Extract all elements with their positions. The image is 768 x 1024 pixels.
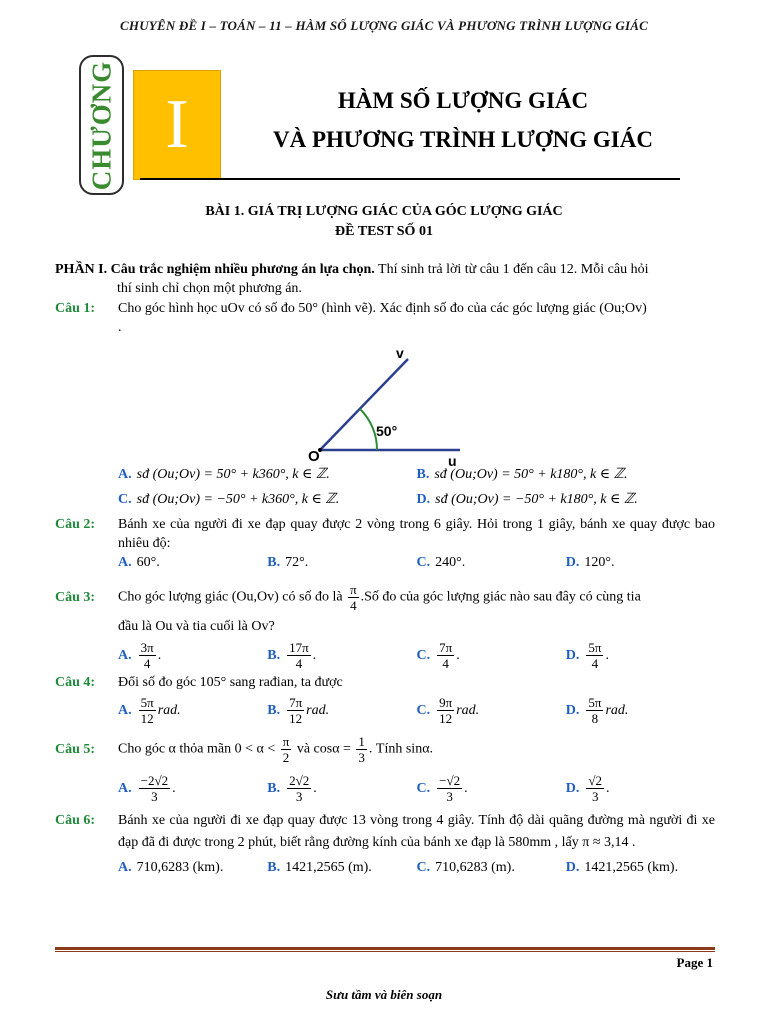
answer-c[interactable]: C. $\frac{7\pi}{4}$ . bbox=[416, 640, 460, 671]
footer-rule-thin bbox=[55, 951, 715, 952]
question-text: Đổi số đo góc 105° sang rađian, ta được bbox=[118, 675, 343, 690]
running-header: CHUYÊN ĐỀ I – TOÁN – 11 – HÀM SỐ LƯỢNG GIÁC VÀ PHƯƠNG TRÌNH LƯỢNG GIÁC bbox=[120, 18, 648, 33]
chapter-label-box bbox=[79, 55, 124, 195]
question-5 bbox=[55, 734, 715, 765]
footer-rule bbox=[55, 947, 715, 950]
answer-d[interactable]: D. $\frac{5\pi}{4}$ . bbox=[565, 640, 609, 671]
question-label: Câu 6: bbox=[55, 813, 96, 828]
answer-c[interactable]: C. 240°. bbox=[416, 555, 466, 570]
question-3 bbox=[55, 582, 715, 613]
answer-c[interactable]: C. $\frac{-√2}{3}$ . bbox=[416, 773, 468, 804]
answer-a[interactable]: A. $\frac{3\pi}{4}$ . bbox=[118, 640, 162, 671]
question-label: Câu 2: bbox=[55, 517, 96, 532]
angle-arc bbox=[360, 409, 377, 450]
answer-b[interactable]: B. sđ (Ou;Ov) = 50° + k180°, k ∈ ℤ. bbox=[416, 467, 628, 482]
question-6 bbox=[55, 810, 715, 854]
label-angle: 50° bbox=[376, 423, 398, 439]
chapter-numeral: I bbox=[133, 70, 221, 180]
answers-q4 bbox=[55, 695, 715, 726]
question-label: Câu 5: bbox=[55, 742, 96, 757]
answer-d[interactable]: D. $\frac{√2}{3}$ . bbox=[565, 773, 610, 804]
answers-q5 bbox=[55, 773, 715, 804]
answer-c[interactable]: C. $\frac{9\pi}{12}$ rad. bbox=[416, 695, 480, 726]
answer-a[interactable]: A. $\frac{-2√2}{3}$ . bbox=[118, 773, 176, 804]
fraction: $\frac{\pi}{4}$ bbox=[350, 582, 357, 613]
question-text: Cho góc lượng giác (Ou,Ov) có số đo là $\frac{\pi}{4}$ .Số đo của góc lượng giác nào sau đây có cùng tia bbox=[118, 582, 641, 613]
answer-b[interactable]: B. 1421,2565 (m). bbox=[267, 860, 372, 875]
answers-q6 bbox=[55, 858, 715, 877]
question-1-dot: . bbox=[118, 320, 122, 335]
label-o: O bbox=[308, 448, 320, 465]
answers-q3 bbox=[55, 640, 715, 671]
answer-d[interactable]: D. 120°. bbox=[565, 555, 615, 570]
part-text-cont: thí sinh chỉ chọn một phương án. bbox=[117, 281, 302, 296]
label-v: v bbox=[396, 345, 404, 361]
answer-c[interactable]: C. sđ (Ou;Ov) = −50° + k360°, k ∈ ℤ. bbox=[118, 492, 340, 507]
question-text: Cho góc hình học uOv có số đo 50° (hình vẽ). Xác định số đo của các góc lượng giác (Ou;Ov) bbox=[118, 301, 647, 316]
question-label: Câu 3: bbox=[55, 590, 96, 605]
question-text: Bánh xe của người đi xe đạp quay được 13 vòng trong 4 giây. Tính độ dài quãng đường mà người đi xe đạp đã đi được trong 2 phút, biết rằng đường kính của bánh xe đạp là 580mm , lấy π ≈ 3,14 . bbox=[118, 813, 715, 850]
question-label: Câu 1: bbox=[55, 301, 96, 316]
title-divider bbox=[140, 178, 680, 180]
answer-b[interactable]: B. 72°. bbox=[267, 555, 309, 570]
chapter-title-line1: HÀM SỐ LƯỢNG GIÁC bbox=[337, 88, 589, 113]
question-text: Cho góc α thỏa mãn 0 < α < $\frac{\pi}{2}$ và cosα = $\frac{1}{3}$ . Tính sinα. bbox=[118, 734, 434, 765]
answers-q2 bbox=[55, 553, 715, 572]
answer-b[interactable]: B. $\frac{7\pi}{12}$ rad. bbox=[267, 695, 330, 726]
question-2 bbox=[55, 515, 715, 553]
answer-a[interactable]: A. $\frac{5\pi}{12}$ rad. bbox=[118, 695, 181, 726]
answer-a[interactable]: A. 710,6283 (km). bbox=[118, 860, 224, 875]
answer-c[interactable]: C. 710,6283 (m). bbox=[416, 860, 515, 875]
answer-a[interactable]: A. sđ (Ou;Ov) = 50° + k360°, k ∈ ℤ. bbox=[118, 467, 330, 482]
test-title: ĐỀ TEST SỐ 01 bbox=[335, 224, 433, 239]
answer-d[interactable]: D. $\frac{5\pi}{8}$ rad. bbox=[565, 695, 629, 726]
lesson-heading bbox=[0, 202, 768, 242]
question-1 bbox=[55, 299, 715, 318]
label-u: u bbox=[448, 453, 457, 469]
answer-d[interactable]: D. sđ (Ou;Ov) = −50° + k180°, k ∈ ℤ. bbox=[416, 492, 638, 507]
page-number: Page 1 bbox=[676, 955, 713, 970]
chapter-word: CHƯƠNG bbox=[86, 60, 116, 190]
question-label: Câu 4: bbox=[55, 675, 96, 690]
answer-b[interactable]: B. $\frac{2√2}{3}$ . bbox=[267, 773, 317, 804]
chapter-title bbox=[238, 84, 688, 162]
part-text: Thí sinh trả lời từ câu 1 đến câu 12. Mỗi câu hỏi bbox=[374, 262, 649, 277]
footer-credit: Sưu tầm và biên soạn bbox=[325, 987, 443, 1002]
answer-a[interactable]: A. 60°. bbox=[118, 555, 160, 570]
part-heading: PHẦN I. Câu trắc nghiệm nhiều phương án lựa chọn. bbox=[55, 262, 375, 277]
answer-d[interactable]: D. 1421,2565 (km). bbox=[565, 860, 679, 875]
question-4 bbox=[55, 673, 715, 692]
question-3-cont: đầu là Ou và tia cuối là Ov? bbox=[118, 619, 275, 634]
answer-b[interactable]: B. $\frac{17\pi}{4}$ . bbox=[267, 640, 317, 671]
lesson-title: BÀI 1. GIÁ TRỊ LƯỢNG GIÁC CỦA GÓC LƯỢNG GIÁC bbox=[205, 204, 563, 219]
chapter-title-line2: VÀ PHƯƠNG TRÌNH LƯỢNG GIÁC bbox=[273, 127, 653, 152]
answers-q1-row2 bbox=[55, 490, 715, 509]
part-instructions bbox=[55, 260, 715, 279]
question-text: Bánh xe của người đi xe đạp quay được 2 vòng trong 6 giây. Hỏi trong 1 giây, bánh xe quay được bao nhiêu độ: bbox=[118, 517, 715, 551]
angle-figure bbox=[300, 345, 470, 470]
